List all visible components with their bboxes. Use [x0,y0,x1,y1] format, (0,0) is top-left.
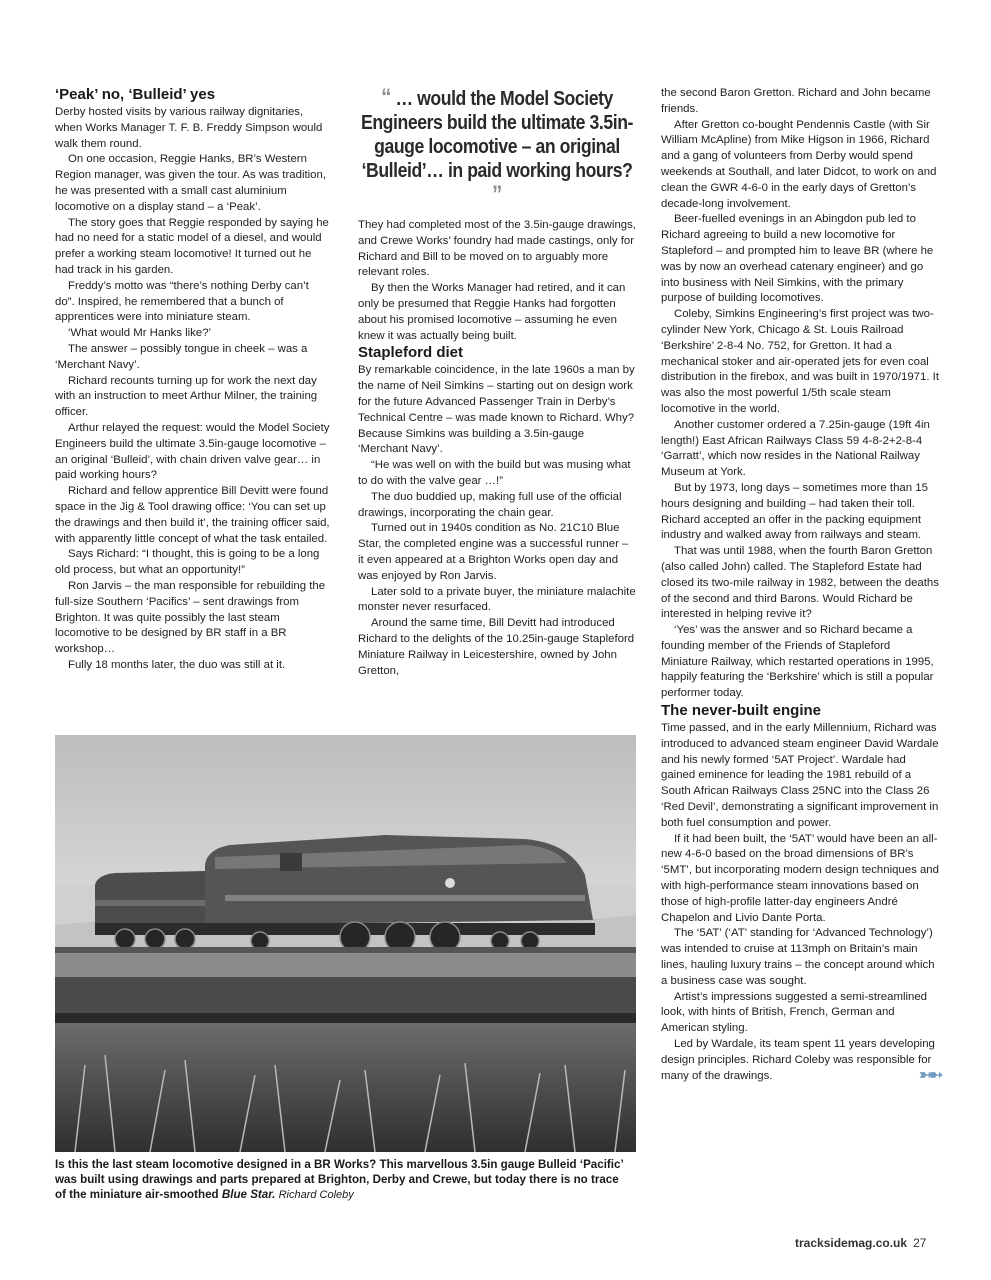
locomotive-photo [55,735,636,1152]
paragraph: Time passed, and in the early Millennium, Richard was introduced to advanced steam engineer David Wardale and his newly formed ‘5AT Project’. Wardale had gained eminence for leading the 1981 rebuild of a South African Railways Class 25NC into the Class 26 ‘Red Devil’, demonstrating a significant improvement in both fuel consumption and power. [661,722,939,829]
paragraph: Derby hosted visits by various railway dignitaries, when Works Manager T. F. B. Freddy Simpson would walk them round. [55,106,323,150]
paragraph: Says Richard: “I thought, this is going to be a long old process, but what an opportunity!” [55,548,320,577]
paragraph: Another customer ordered a 7.25in-gauge (19ft 4in length!) East African Railways Class 59 4-8-2+2-8-4 ‘Garratt’, which now resides in the National Railway Museum at York. [661,418,930,479]
paragraph: The answer – possibly tongue in cheek – was a ‘Merchant Navy’. [55,342,308,371]
paragraph: Coleby, Simkins Engineering’s first project was two-cylinder New York, Chicago & St. Louis Railroad ‘Berkshire’ 2-8-4 No. 752, for Gretton. It had a mechanical stoker and air-operated jets for even coal distribution in the firebox, and was built in 1970/1971. It was also the most powerful 1/5th scale steam locomotive in the world. [661,308,939,415]
paragraph: the second Baron Gretton. Richard and John became friends. [661,87,931,115]
paragraph: The ‘5AT’ (‘AT’ standing for ‘Advanced Technology’) was intended to cruise at 113mph on Britain’s main lines, hauling luxury trains – the concept around which a business case was sought. [661,927,935,987]
paragraph: Beer-fuelled evenings in an Abingdon pub led to Richard agreeing to build a new locomotive for Stapleford – and prompted him to leave BR (where he was by now an overhead catenary engineer) and go into business with Neil Simkins, with the primary purpose of building locomotives. [661,213,934,305]
caption-italic: Blue Star. [221,1188,276,1201]
continue-arrow-icon: ➳➳ [919,1067,940,1085]
paragraph: The story goes that Reggie responded by saying he had no need for a static model of a diesel, and would prefer a working steam locomotive! It turned out he had track in his garden. [55,216,329,276]
paragraph: Led by Wardale, its team spent 11 years developing design principles. Richard Coleby was responsible for many of the drawings. [661,1038,935,1082]
photo-caption [55,1157,630,1203]
paragraph: Arthur relayed the request: would the Model Society Engineers build the ultimate 3.5in-gauge locomotive – an original ‘Bulleid’, with chain driven valve gear… in paid working hours? [55,421,330,482]
paragraph: Around the same time, Bill Devitt had introduced Richard to the delights of the 10.25in-gauge Stapleford Miniature Railway in Leicestershire, owned by John Gretton, [358,617,635,677]
open-quote-mark: “ [381,84,391,111]
page-number: 27 [913,1236,927,1250]
page-footer [795,1236,926,1250]
paragraph: By remarkable coincidence, in the late 1960s a man by the name of Neil Simkins – starting out on design work for the future Advanced Passenger Train in Derby’s Technical Centre – was made known to Richard. Why? Because Simkins was building a 3.5in-gauge ‘Merchant Navy’. [358,364,635,456]
section-heading-stapleford: Stapleford diet [358,344,464,362]
paragraph: After Gretton co-bought Pendennis Castle (with Sir William McApline) from Mike Higson in 1966, Richard and a gang of volunteers from Derby would spend weekends at Southall, and later Didcot, to work on and clean the GWR 4-6-0 in the early days of Gretton’s decade-long involvement. [661,118,937,210]
paragraph: If it had been built, the ‘5AT’ would have been an all-new 4-6-0 based on the broad dimensions of BR’s ‘5MT’, but incorporating modern design techniques and with high-performance steam innovations based on those of high-profile latter-day engineers André Chapelon and Livio Dante Porta. [661,832,939,924]
paragraph: Richard recounts turning up for work the next day with an instruction to meet Arthur Milner, the training officer. [55,374,318,419]
paragraph: Richard and fellow apprentice Bill Devitt were found space in the Jig & Tool drawing office: ‘You can set up the drawings and then build it’, the training officer said, with apparently little concept of what the task entailed. [55,485,330,545]
column-2 [358,86,636,679]
paragraph: But by 1973, long days – sometimes more than 15 hours designing and building – had taken their toll. Richard accepted an offer in the packing equipment industry and walked away from railways and steam. [661,481,928,542]
column-3 [661,86,940,1084]
pull-quote [359,86,634,208]
paragraph: “He was well on with the build but was musing what to do with the valve gear …!” [358,459,631,487]
locomotive-photo-svg [55,735,636,1152]
close-quote-mark: ” [492,181,502,208]
photo-credit: Richard Coleby [278,1189,354,1201]
paragraph: That was until 1988, when the fourth Baron Gretton (also called John) called. The Stapleford Estate had closed its two-mile railway in 1982, between the deaths of the second and third Barons. Would Richard be interested in helping revive it? [661,545,939,621]
paragraph: Later sold to a private buyer, the miniature malachite monster never resurfaced. [358,585,636,614]
paragraph: By then the Works Manager had retired, and it can only be presumed that Reggie Hanks had forgotten about his promised locomotive – assuming he even knew it was actually being built. [358,282,626,342]
paragraph: Artist’s impressions suggested a semi-streamlined look, with hints of British, French, German and American styling. [661,990,928,1035]
paragraph: Ron Jarvis – the man responsible for rebuilding the full-size Southern ‘Pacifics’ – sent drawings from Brighton. It was quite possibly the last steam locomotive to be designed by BR staff in a BR workshop… [55,579,326,656]
pull-quote-text: … would the Model Society Engineers build the ultimate 3.5in-gauge locomotive – an original ‘Bulleid’… in paid working hours? [361,87,633,182]
caption-text: Is this the last steam locomotive designed in a BR Works? This marvellous 3.5in gauge Bulleid ‘Pacific’ was built using drawings and parts prepared at Brighton, Derby and Crewe, but today there is no trace of the miniature air-smoothed [55,1158,624,1201]
paragraph: Freddy’s motto was “there’s nothing Derby can’t do”. Inspired, he remembered that a bunch of apprentices were into miniature steam. [55,279,309,324]
paragraph: They had completed most of the 3.5in-gauge drawings, and Crewe Works’ foundry had made castings, only for Richard and Bill to be moved on to arguably more relevant roles. [358,219,636,279]
paragraph: ‘Yes’ was the answer and so Richard became a founding member of the Friends of Stapleford Miniature Railway, which restarted operations in 1995, happily featuring the ‘Berkshire’ which is still a popular performer today. [661,624,934,700]
section-heading-never-built: The never-built engine [661,702,822,720]
paragraph: Fully 18 months later, the duo was still at it. [68,658,286,671]
footer-site: tracksidemag.co.uk [795,1236,908,1250]
paragraph: Turned out in 1940s condition as No. 21C10 Blue Star, the completed engine was a successful runner – it even appeared at a Brighton Works open day and was enjoyed by Ron Jarvis. [358,522,629,582]
section-heading-peak: ‘Peak’ no, ‘Bulleid’ yes [55,86,216,103]
paragraph: ‘What would Mr Hanks like?’ [68,327,212,340]
column-1 [55,86,330,674]
paragraph: On one occasion, Reggie Hanks, BR’s Western Region manager, was given the tour. As was tradition, he was presented with a small cast aluminium locomotive on a display stand – a ‘Peak’. [55,153,326,213]
paragraph: The duo buddied up, making full use of the official drawings, incorporating the chain gear. [358,490,622,519]
